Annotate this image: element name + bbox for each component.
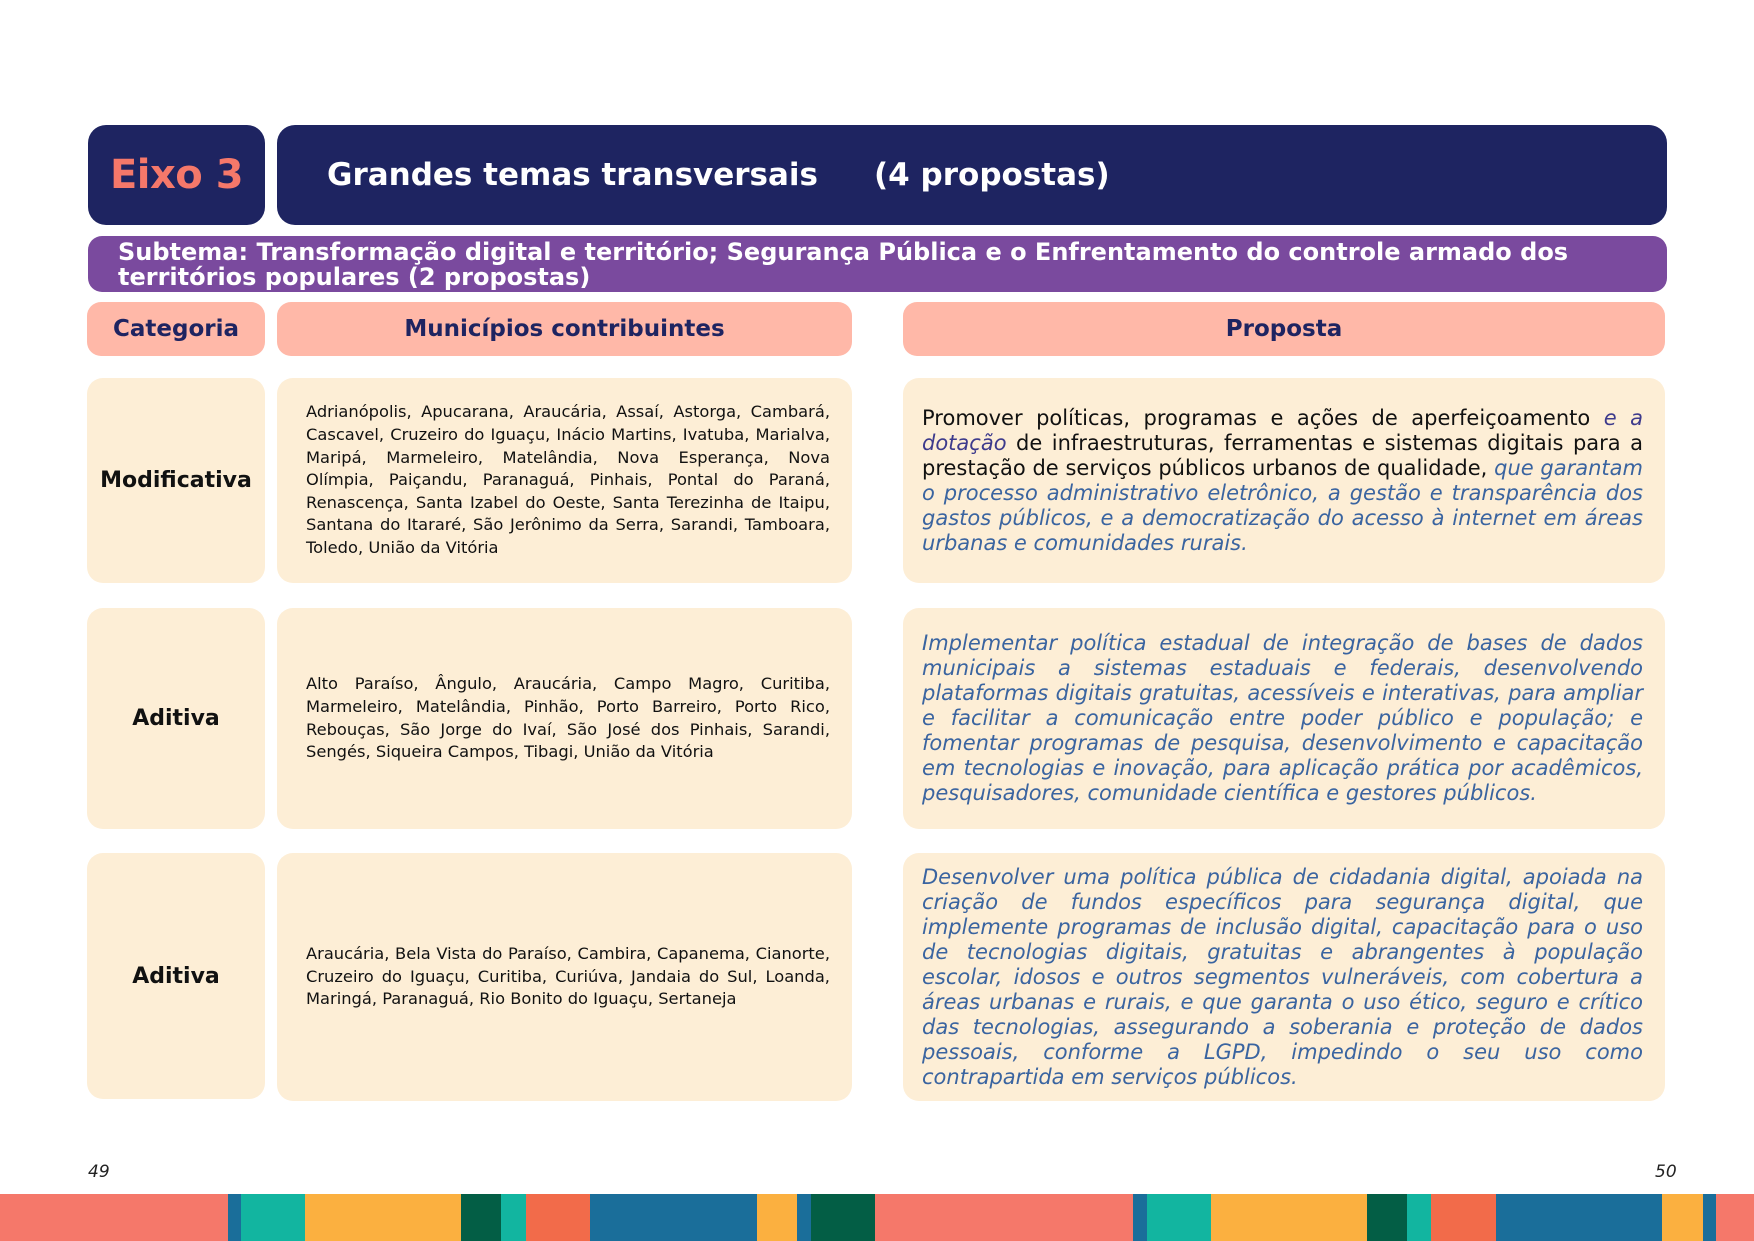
- municipios-text: Araucária, Bela Vista do Paraíso, Cambira, Capanema, Cianorte, Cruzeiro do Iguaçu, Curitiba, Curiúva, Jandaia do Sul, Loanda, Maringá, Paranaguá, Rio Bonito do Iguaçu, Sertaneja: [306, 944, 830, 1009]
- stripe-segment: [1662, 1194, 1703, 1241]
- stripe-segment: [1496, 1194, 1662, 1241]
- page-title: Grandes temas transversais: [327, 157, 819, 193]
- proposta-text-part: de infraestruturas, ferramentas e sistemas digitais para a prestação de serviços públicos urbanos de qualidade,: [922, 430, 1643, 480]
- proposta-text: [922, 406, 1643, 556]
- stripe-segment: [305, 1194, 461, 1241]
- stripe-segment: [757, 1194, 797, 1241]
- stripe-segment: [461, 1194, 501, 1241]
- stripe-segment: [1716, 1194, 1754, 1241]
- municipios-text: Adrianópolis, Apucarana, Araucária, Assaí, Astorga, Cambará, Cascavel, Cruzeiro do Iguaçu, Inácio Martins, Ivatuba, Marialva, Maripá, Marmeleiro, Matelândia, Nova Esperança, Nova Olímpia, Paiçandu, Paranaguá, Pinhais, Pontal do Paraná, Renascença, Santa Izabel do Oeste, Santa Terezinha de Itaipu, Santana do Itararé, São Jerônimo da Serra, Sarandi, Tamboara, Toledo, União da Vitória: [306, 402, 830, 557]
- stripe-segment: [501, 1194, 526, 1241]
- table-row-1-proposta: [903, 378, 1665, 583]
- stripe-segment: [526, 1194, 590, 1241]
- proposta-text-insert: e a dotação: [922, 405, 1644, 455]
- proposta-text: Implementar política estadual de integração de bases de dados municipais a sistemas estaduais e federais, desenvolvendo plataformas digitais gratuitas, acessíveis e interativas, para ampliar e facilitar a comunicação entre poder público e população; e fomentar programas de pesquisa, desenvolvimento e capacitação em tecnologias e inovação, para aplicação prática por acadêmicos, pesquisadores, comunidade científica e gestores públicos.: [922, 631, 1643, 805]
- page-number-left: 49: [88, 1162, 110, 1182]
- proposal-count: (4 propostas): [874, 157, 1110, 193]
- stripe-segment: [797, 1194, 811, 1241]
- table-row-3-proposta: [903, 853, 1665, 1101]
- stripe-segment: [590, 1194, 757, 1241]
- column-header-categoria: Categoria: [87, 302, 265, 356]
- stripe-segment: [1133, 1194, 1147, 1241]
- table-row-2-municipios: [277, 608, 852, 829]
- stripe-segment: [811, 1194, 875, 1241]
- subtheme-banner: Subtema: Transformação digital e território; Segurança Pública e o Enfrentamento do controle armado dos territórios populares (2 propostas): [88, 236, 1667, 292]
- stripe-segment: [228, 1194, 241, 1241]
- proposta-text-insert: que garantam o processo administrativo eletrônico, a gestão e transparência dos gastos públicos, e a democratização do acesso à internet em áreas urbanas e comunidades rurais.: [922, 455, 1643, 555]
- column-header-proposta: Proposta: [903, 302, 1665, 356]
- table-row-2-proposta: [903, 608, 1665, 829]
- stripe-segment: [241, 1194, 305, 1241]
- stripe-segment: [1211, 1194, 1367, 1241]
- proposta-text: Desenvolver uma política pública de cidadania digital, apoiada na criação de fundos específicos para segurança digital, que implemente programas de inclusão digital, capacitação para o uso de tecnologias digitais, gratuitas e abrangentes à população escolar, idosos e outros segmentos vulneráveis, com cobertura a áreas urbanas e rurais, e que garanta o uso ético, seguro e crítico das tecnologias, assegurando a soberania e proteção de dados pessoais, conforme a LGPD, impedindo o seu uso como contrapartida em serviços públicos.: [922, 864, 1643, 1089]
- proposta-text-part: Promover políticas, programas e ações de aperfeiçoamento: [922, 405, 1604, 430]
- stripe-segment: [1703, 1194, 1716, 1241]
- stripe-segment: [1147, 1194, 1211, 1241]
- axis-badge: [88, 125, 265, 225]
- table-row-3-municipios: [277, 853, 852, 1101]
- stripe-segment: [0, 1194, 228, 1241]
- stripe-segment: [875, 1194, 1133, 1241]
- table-row-1-municipios: [277, 378, 852, 583]
- column-header-municipios: Municípios contribuintes: [277, 302, 852, 356]
- stripe-segment: [1367, 1194, 1407, 1241]
- decorative-color-stripe: [0, 1194, 1754, 1241]
- page-number-right: 50: [1655, 1162, 1677, 1182]
- axis-label: Eixo 3: [109, 152, 244, 198]
- municipios-text: Alto Paraíso, Ângulo, Araucária, Campo Magro, Curitiba, Marmeleiro, Matelândia, Pinhão, Porto Barreiro, Porto Rico, Rebouças, São Jorge do Ivaí, São José dos Pinhais, Sarandi, Sengés, Siqueira Campos, Tibagi, União da Vitória: [306, 674, 830, 762]
- title-banner: [277, 125, 1667, 225]
- stripe-segment: [1407, 1194, 1431, 1241]
- stripe-segment: [1431, 1194, 1496, 1241]
- table-row-1-categoria: Modificativa: [87, 378, 265, 583]
- table-row-2-categoria: Aditiva: [87, 608, 265, 829]
- table-row-3-categoria: Aditiva: [87, 853, 265, 1099]
